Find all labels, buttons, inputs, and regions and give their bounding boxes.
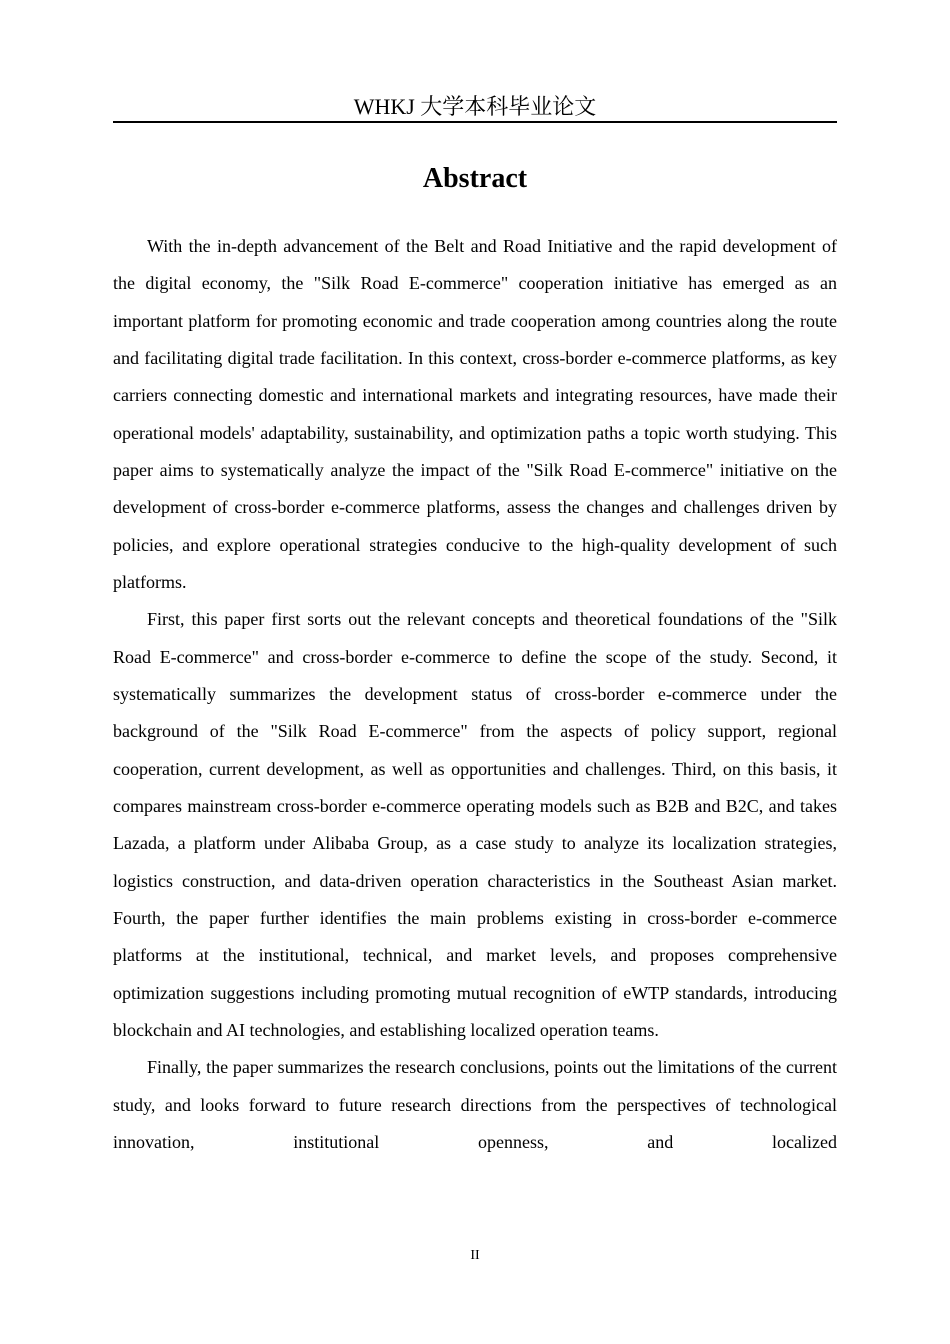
abstract-paragraph-3: Finally, the paper summarizes the research conclusions, points out the limitations of the current study, and looks forward to future research directions from the perspectives of technological innovation, institutional openness, and localized: [113, 1057, 837, 1152]
running-header: WHKJ 大学本科毕业论文: [113, 92, 837, 123]
page-title: Abstract: [422, 163, 528, 194]
abstract-paragraph-2: First, this paper first sorts out the relevant concepts and theoretical foundations of the "Silk Road E-commerce" and cross-border e-commerce to define the scope of the study. Second, it systematically summarizes the development status of cross-border e-commerce under the background of the "Silk Road E-commerce" from the aspects of policy support, regional cooperation, current development, as well as opportunities and challenges. Third, on this basis, it compares mainstream cross-border e-commerce operating models such as B2B and B2C, and takes Lazada, a platform under Alibaba Group, as a case study to analyze its localization strategies, logistics construction, and data-driven operation characteristics in the Southeast Asian market. Fourth, the paper further identifies the main problems existing in cross-border e-commerce platforms at the institutional, technical, and market levels, and proposes comprehensive optimization suggestions including promoting mutual recognition of eWTP standards, introducing blockchain and AI technologies, and establishing localized operation teams.: [113, 609, 837, 1040]
abstract-paragraph-1: With the in-depth advancement of the Belt and Road Initiative and the rapid development of the digital economy, the "Silk Road E-commerce" cooperation initiative has emerged as an important platform for promoting economic and trade cooperation among countries along the route and facilitating digital trade facilitation. In this context, cross-border e-commerce platforms, as key carriers connecting domestic and international markets and integrating resources, have made their operational models' adaptability, sustainability, and optimization paths a topic worth studying. This paper aims to systematically analyze the impact of the "Silk Road E-commerce" initiative on the development of cross-border e-commerce platforms, assess the changes and challenges driven by policies, and explore operational strategies conducive to the high-quality development of such platforms.: [113, 236, 837, 592]
abstract-body: [113, 228, 837, 1161]
page-number: II: [470, 1248, 480, 1263]
